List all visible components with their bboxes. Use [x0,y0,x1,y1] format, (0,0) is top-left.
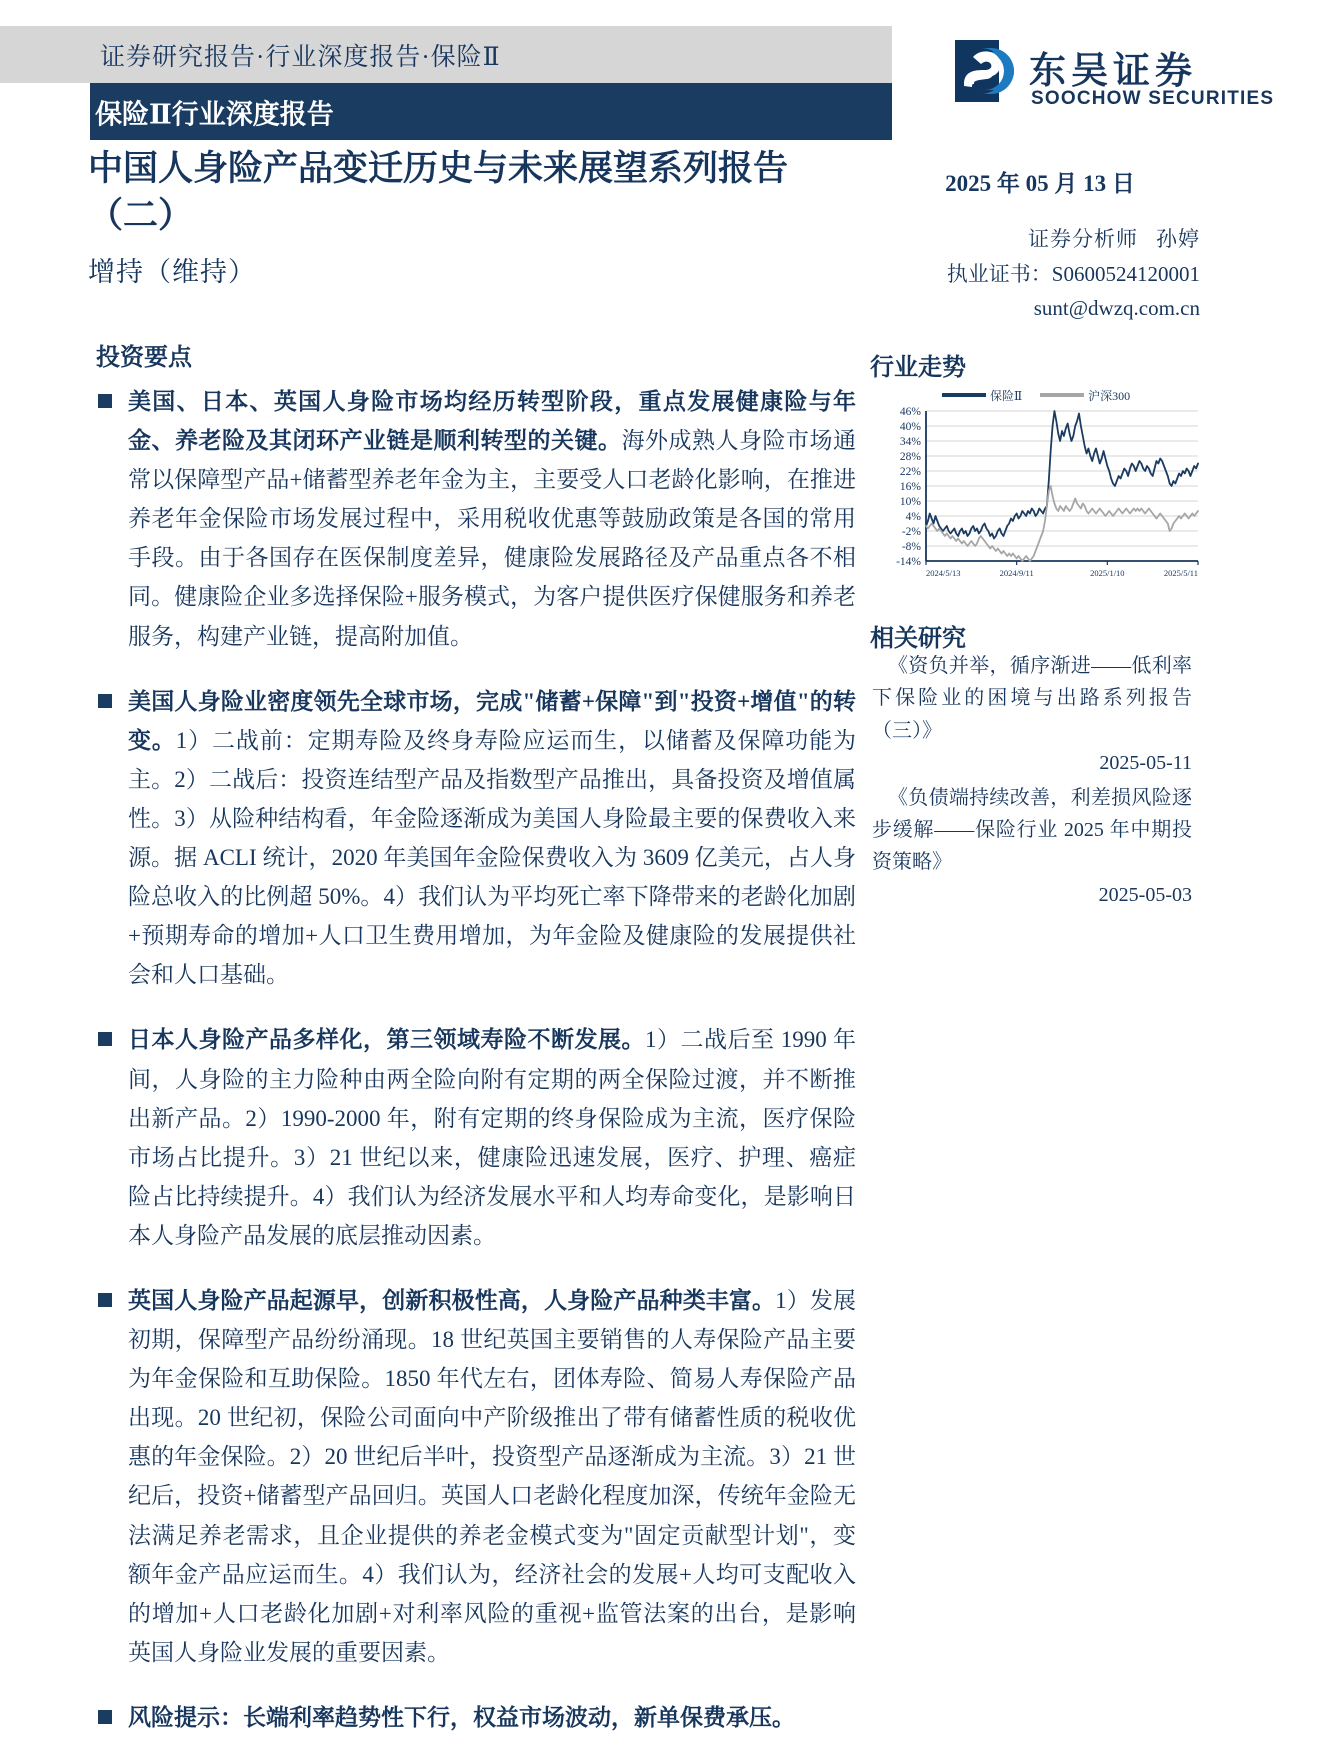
svg-text:2024/9/11: 2024/9/11 [999,568,1034,578]
related-research-date: 2025-05-11 [1099,752,1192,775]
svg-text:22%: 22% [899,466,921,478]
breadcrumb: 证券研究报告·行业深度报告·保险Ⅱ [100,43,501,71]
bullet-square-icon [98,1710,112,1724]
rating-badge: 增持（维持） [88,257,256,287]
bullet-square-icon [98,694,112,708]
investment-highlights-heading: 投资要点 [96,345,192,371]
chart-plot-area [872,407,1202,585]
analyst-license: 执业证书：S0600524120001 [946,261,1200,286]
highlight-item [96,1281,856,1672]
svg-text:10%: 10% [899,496,921,508]
brand-name-cn: 东吴证券 [1029,50,1197,91]
svg-text:2025/1/10: 2025/1/10 [1090,568,1125,578]
highlight-lead: 英国人身险产品起源早，创新积极性高，人身险产品种类丰富。 [128,1287,776,1313]
bullet-square-icon [98,394,112,408]
highlight-item [96,1020,856,1255]
related-research-heading: 相关研究 [870,626,966,652]
brand-logo [955,40,1275,118]
analyst-email[interactable]: sunt@dwzq.com.cn [1033,296,1200,321]
legend-swatch-1 [1040,393,1084,397]
highlight-body: 1）二战前：定期寿险及终身寿险应运而生，以储蓄及保障功能为主。2）二战后：投资连结型产品及指数型产品推出，具备投资及增值属性。3）从险种结构看，年金险逐渐成为美国人身险最主要的保费收入来源。据 ACLI 统计，2020 年美国年金险保费收入为 3609 亿美元，占人身险总收入的比例超 50%。4）我们认为平均死亡率下降带来的老龄化加剧+预期寿命的增加+人口卫生费用增加，为年金险及健康险的发展提供社会和人口基础。 [128,727,857,988]
soochow-s-logo-icon [955,40,1017,102]
related-research-date: 2025-05-03 [1098,883,1192,906]
highlight-lead: 美国人身险业密度领先全球市场，完成"储蓄+保障"到"投资+增值"的转变。 [128,688,856,753]
related-research-title[interactable]: 《负债端持续改善，利差损风险逐步缓解——保险行业 2025 年中期投资策略》 [872,786,1192,874]
analyst-label: 证券分析师 [1028,227,1138,251]
svg-text:2025/5/11: 2025/5/11 [1163,568,1198,578]
related-research-item[interactable] [872,782,1192,912]
investment-highlights-list [96,382,856,1763]
highlight-item [96,682,856,995]
svg-text:28%: 28% [899,451,921,463]
industry-trend-chart [872,385,1202,585]
trend-section-heading: 行业走势 [870,355,966,381]
highlight-item [96,1698,856,1737]
svg-text:40%: 40% [899,421,921,433]
highlight-item [96,382,856,656]
highlight-body: 1）二战后至 1990 年间，人身险的主力险种由两全险向附有定期的两全保险过渡，并不断推出新产品。2）1990-2000 年，附有定期的终身保险成为主流，医疗保险市场占比提升。3）21 世纪以来，健康险迅速发展，医疗、护理、癌症险占比持续提升。4）我们认为经济发展水平和人均寿命变化，是影响日本人身险产品发展的底层推动因素。 [128,1027,856,1248]
breadcrumb-bar [0,26,892,83]
svg-text:46%: 46% [899,407,921,418]
related-research-list [872,650,1192,913]
svg-text:4%: 4% [905,511,921,523]
related-research-item[interactable] [872,650,1192,780]
analyst-name: 孙婷 [1156,227,1200,251]
bullet-square-icon [98,1293,112,1307]
analyst-name-line [865,222,1200,257]
bullet-square-icon [98,1032,112,1046]
page-title: 中国人身险产品变迁历史与未来展望系列报告（二） [88,149,789,235]
legend-label-1: 沪深300 [1088,388,1131,403]
legend-label-0: 保险Ⅱ [990,388,1023,403]
report-date: 2025 年 05 月 13 日 [945,171,1135,196]
legend-entry-1 [1040,387,1130,404]
svg-text:2024/5/13: 2024/5/13 [926,568,961,578]
svg-text:-14%: -14% [896,556,921,568]
report-type-bar [90,83,892,140]
svg-text:-8%: -8% [901,541,921,553]
brand-name-en: SOOCHOW SECURITIES [1031,88,1275,109]
svg-text:34%: 34% [899,436,921,448]
related-research-title[interactable]: 《资负并举，循序渐进——低利率下保险业的困境与出路系列报告（三）》 [872,655,1192,742]
highlight-body: 1）发展初期，保障型产品纷纷涌现。18 世纪英国主要销售的人寿保险产品主要为年金保险和互助保险。1850 年代左右，团体寿险、简易人寿保险产品出现。20 世纪初，保险公司面向中产阶级推出了带有储蓄性质的税收优惠的年金保险。2）20 世纪后半叶，投资型产品逐渐成为主流。3）21 世纪后，投资+储蓄型产品回归。英国人口老龄化程度加深，传统年金险无法满足养老需求，且企业提供的养老金模式变为"固定贡献型计划"，变额年金产品应运而生。4）我们认为，经济社会的发展+人均可支配收入的增加+人口老龄化加剧+对利率风险的重视+监管法案的出台，是影响英国人身险业发展的重要因素。 [128,1287,857,1665]
svg-text:-2%: -2% [901,526,921,538]
svg-text:16%: 16% [899,481,921,493]
highlight-body: 海外成熟人身险市场通常以保障型产品+储蓄型养老年金为主，主要受人口老龄化影响，在推进养老年金保险市场发展过程中，采用税收优惠等鼓励政策是各国的常用手段。由于各国存在医保制度差异，健康险发展路径及产品重点各不相同。健康险企业多选择保险+服务模式，为客户提供医疗保健服务和养老服务，构建产业链，提高附加值。 [128,428,856,649]
highlight-lead: 风险提示： [128,1704,243,1730]
highlight-lead: 日本人身险产品多样化，第三领域寿险不断发展。 [128,1027,645,1053]
legend-entry-0 [942,387,1022,404]
report-type-label: 保险Ⅱ行业深度报告 [95,99,334,129]
highlight-body: 长端利率趋势性下行，权益市场波动，新单保费承压。 [243,1704,795,1730]
legend-swatch-0 [942,393,986,397]
analyst-info [865,222,1200,326]
highlight-lead: 美国、日本、英国人身险市场均经历转型阶段，重点发展健康险与年金、养老险及其闭环产业链是顺利转型的关键。 [128,389,856,454]
chart-legend [942,385,1202,405]
